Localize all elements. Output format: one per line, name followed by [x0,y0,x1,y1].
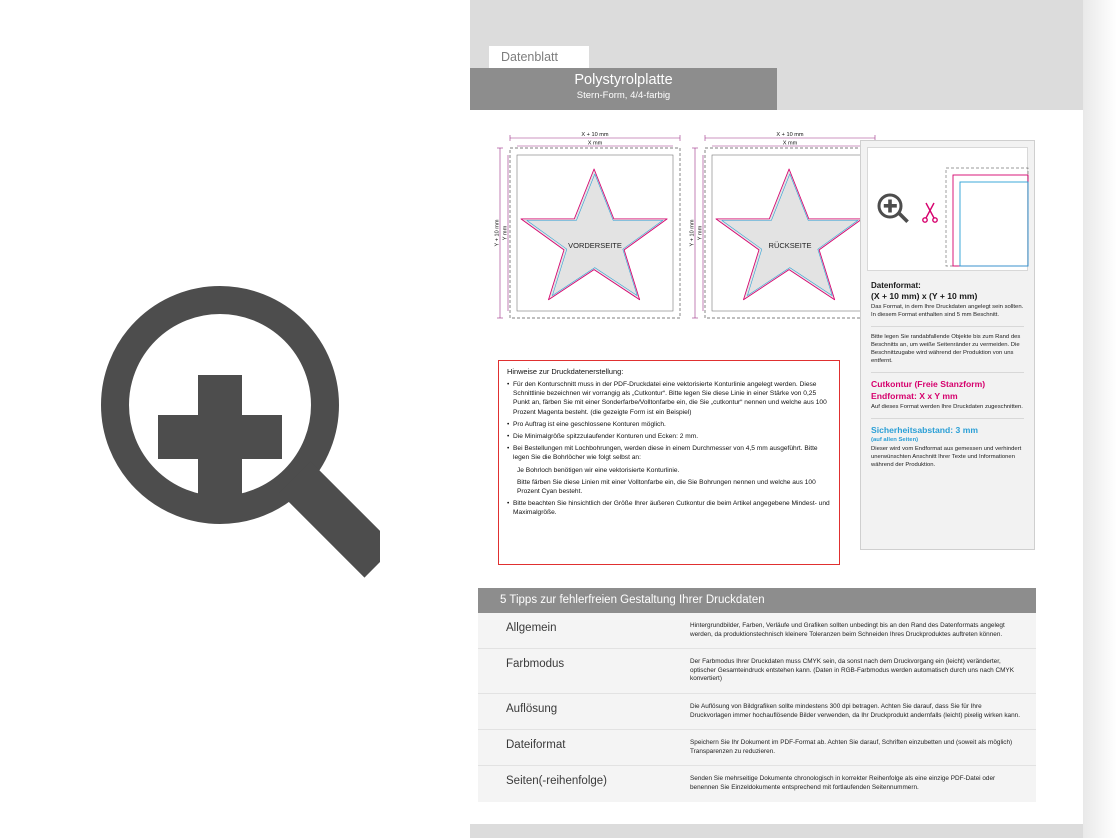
page-subtitle: Stern-Form, 4/4-farbig [576,90,671,101]
divider [871,372,1024,373]
tips-table [478,613,1036,802]
safety-text: Dieser wird vom Endformat aus gemessen und verhindert unerwünschten Anschnitt Ihrer Texte und Informationen während der Produktion. [871,446,1022,468]
hints-item: • Für den Konturschnitt muss in der PDF-Druckdatei eine vektorisierte Konturlinie angelegt werden. Diese Schnittlinie bezeichnen wir vorrangig als „Cutkontur“. Bitte legen Sie diese Linie in einer Stärke von 0,25 Punkt an, färben Sie mit einer Sonderfarbe/Volltonfarbe ein, die Sie „cutkontur“ nennen und welche aus 100 Prozent Magenta besteht. (die gezeigte Form ist ein Beispiel) [507,380,831,417]
table-row [478,693,1036,729]
tips-heading: 5 Tipps zur fehlerfreien Gestaltung Ihrer Druckdaten [478,588,1036,613]
datenformat-text: Das Format, in dem Ihre Druckdaten angelegt sein sollten. In diesem Format enthalten sind 5 mm Beschnitt. [871,304,1024,318]
front-side-dim-2: Y mm [502,225,509,241]
back-top-dim-1: X + 10 mm [776,132,804,138]
datenformat-formula: (X + 10 mm) x (Y + 10 mm) [871,291,978,301]
hints-subitem: Je Bohrloch benötigen wir eine vektorisierte Konturlinie. [517,466,680,474]
table-row [478,730,1036,766]
hints-item: • Die Minimalgröße spitzzulaufender Konturen und Ecken: 2 mm. [507,432,831,441]
tips-label: Farbmodus [478,649,684,694]
tips-text: Hintergrundbilder, Farben, Verläufe und Grafiken sollten unbedingt bis an den Rand des Datenformats angelegt werden, da produktionstechnisch kleinere Toleranzen beim Schneiden Ihres Druckproduktes auftreten können. [684,613,1036,649]
tips-text: Der Farbmodus Ihrer Druckdaten muss CMYK sein, da sonst nach dem Druckvorgang ein (leicht) veränderter, optischer Gesamteindruck entstehen kann. (Daten in RGB-Farbmodus werden automatisch durch uns nach CMYK konvertiert) [684,649,1036,694]
front-top-dim-2: X mm [587,140,603,147]
back-face-label: RÜCKSEITE [768,241,812,250]
front-top-dim-1: X + 10 mm [581,132,609,138]
print-data-hints-box [498,360,840,565]
diagram-back [690,132,876,318]
front-side-dim-1: Y + 10 mm [494,219,501,247]
tips-label: Dateiformat [478,730,684,766]
hints-item: • Pro Auftrag ist eine geschlossene Konturen möglich. [507,420,831,429]
endformat-text: Auf dieses Format werden Ihre Druckdaten zugeschnitten. [871,404,1023,410]
tips-text: Speichern Sie Ihr Dokument im PDF-Format ab. Achten Sie darauf, Schriften einzubetten und (soweit als möglich) Transparenzen zu reduzieren. [684,730,1036,766]
magnifier-plus-icon [879,195,909,223]
safety-title: Sicherheitsabstand: 3 mm [871,425,978,435]
table-row [478,649,1036,694]
table-row [478,613,1036,649]
tips-text: Senden Sie mehrseitige Dokumente chronologisch in korrekter Reihenfolge als eine einzige PDF-Datei oder benennen Sie Einzeldokumente entsprechend mit fortlaufenden Seitennummern. [690,775,996,791]
back-side-dim-2: Y mm [697,225,704,241]
diagram-front [495,132,681,318]
tips-text: Die Auflösung von Bildgrafiken sollte mindestens 300 dpi betragen. Achten Sie darauf, dass Sie für Ihre Druckvorlagen immer hochauflösende Bilder verwenden, da Ihr Druckprodukt andernfalls (leicht) pixelig wirken kann. [684,693,1036,729]
back-side-dim-1: Y + 10 mm [689,219,696,247]
hints-item: • Bitte beachten Sie hinsichtlich der Größe Ihrer äußeren Cutkontur die beim Artikel angegebene Mindest- und Maximalgröße. [507,499,831,517]
page-title: Polystyrolplatte [574,72,673,88]
hints-item: • Bei Bestellungen mit Lochbohrungen, werden diese in einem Durchmesser von 4,5 mm ausgeführt. Bitte legen Sie die Bohrlöcher wie folgt selbst an: [507,444,831,462]
tips-label: Allgemein [478,613,684,649]
table-row [478,766,1036,802]
divider [871,326,1024,327]
page-bottom-band [470,824,1083,838]
tips-label: Seiten(-reihenfolge) [506,775,608,788]
cutkontur-title: Cutkontur (Freie Stanzform) [871,379,986,389]
format-preview [867,147,1028,271]
datenformat-title: Datenformat: [871,281,921,290]
hints-title: Hinweise zur Druckdatenerstellung: [507,367,624,376]
scissors-icon [923,203,937,222]
tips-section [478,588,1036,802]
hints-list [507,380,831,518]
endformat-title: Endformat: X x Y mm [871,391,958,401]
safety-sub: (auf allen Seiten) [871,437,919,443]
datenformat-note: Bitte legen Sie randabfallende Objekte bis zum Rand des Beschnitts an, um weiße Seitenränder zu vermeiden. Die Beschnittzugabe wird während der Produktion von uns entfernt. [871,334,1021,364]
divider [871,418,1024,419]
tab-datenblatt[interactable]: Datenblatt [489,46,589,68]
hints-subitem: Bitte färben Sie diese Linien mit einer Volltonfarbe ein, die Sie Bohrungen nennen und welche aus 100 Prozent Cyan besteht. [517,478,816,496]
magnifier-plus-icon [80,280,380,580]
back-top-dim-2: X mm [782,140,798,147]
tips-label: Auflösung [478,693,684,729]
page-title-bar [470,68,777,110]
page-shadow [1083,0,1117,838]
format-info-panel [860,140,1035,550]
front-face-label: VORDERSEITE [568,241,622,250]
